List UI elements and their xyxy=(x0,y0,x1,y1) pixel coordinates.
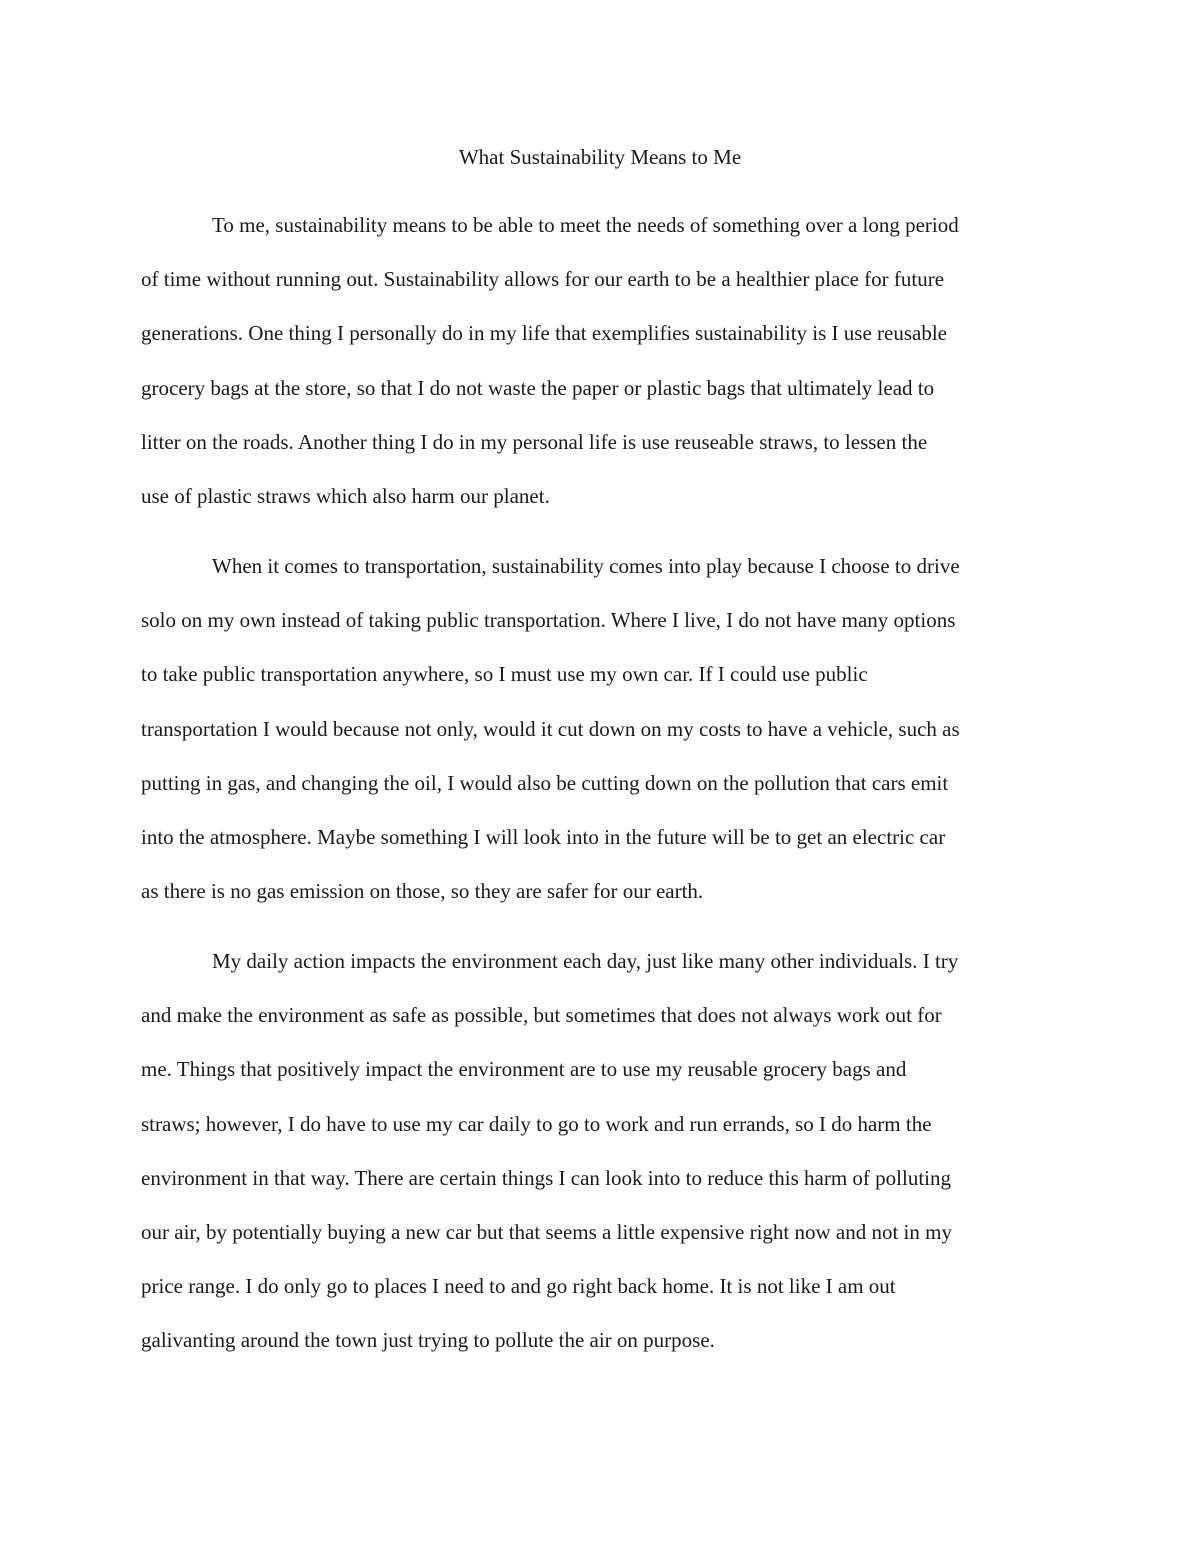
text-line: to take public transportation anywhere, so I must use my own car. If I could use public xyxy=(141,662,868,687)
text-line: as there is no gas emission on those, so they are safer for our earth. xyxy=(141,879,704,904)
text-line: price range. I do only go to places I need to and go right back home. It is not like I am out xyxy=(141,1274,896,1299)
text-line: straws; however, I do have to use my car daily to go to work and run errands, so I do harm the xyxy=(141,1111,932,1136)
text-line: use of plastic straws which also harm our planet. xyxy=(141,484,550,509)
text-line: and make the environment as safe as possible, but sometimes that does not always work out for xyxy=(141,1003,942,1028)
text-line: My daily action impacts the environment each day, just like many other individuals. I try xyxy=(212,949,959,973)
document-title: What Sustainability Means to Me xyxy=(458,145,742,169)
text-line: putting in gas, and changing the oil, I would also be cutting down on the pollution that cars emit xyxy=(141,770,949,795)
text-line: environment in that way. There are certain things I can look into to reduce this harm of polluting xyxy=(141,1165,952,1190)
text-line: When it comes to transportation, sustainability comes into play because I choose to drive xyxy=(212,554,960,578)
text-line: To me, sustainability means to be able to meet the needs of something over a long period xyxy=(212,213,959,237)
text-line: our air, by potentially buying a new car but that seems a little expensive right now and not in my xyxy=(141,1220,952,1245)
text-line: of time without running out. Sustainability allows for our earth to be a healthier place for future xyxy=(141,267,945,292)
paragraph-2 xyxy=(141,539,1071,918)
text-line: transportation I would because not only, would it cut down on my costs to have a vehicle, such as xyxy=(141,716,960,741)
text-line: solo on my own instead of taking public transportation. Where I live, I do not have many options xyxy=(141,608,956,633)
text-line: grocery bags at the store, so that I do not waste the paper or plastic bags that ultimately lead to xyxy=(141,375,935,400)
paragraph-3 xyxy=(141,934,1071,1368)
text-line: into the atmosphere. Maybe something I will look into in the future will be to get an electric car xyxy=(141,825,946,850)
text-line: generations. One thing I personally do in my life that exemplifies sustainability is I use reusable xyxy=(141,321,947,346)
paragraph-1 xyxy=(141,198,1071,523)
text-line: litter on the roads. Another thing I do in my personal life is use reuseable straws, to lessen the xyxy=(141,429,928,454)
text-line: me. Things that positively impact the environment are to use my reusable grocery bags and xyxy=(141,1057,907,1082)
text-line: galivanting around the town just trying to pollute the air on purpose. xyxy=(141,1328,715,1353)
